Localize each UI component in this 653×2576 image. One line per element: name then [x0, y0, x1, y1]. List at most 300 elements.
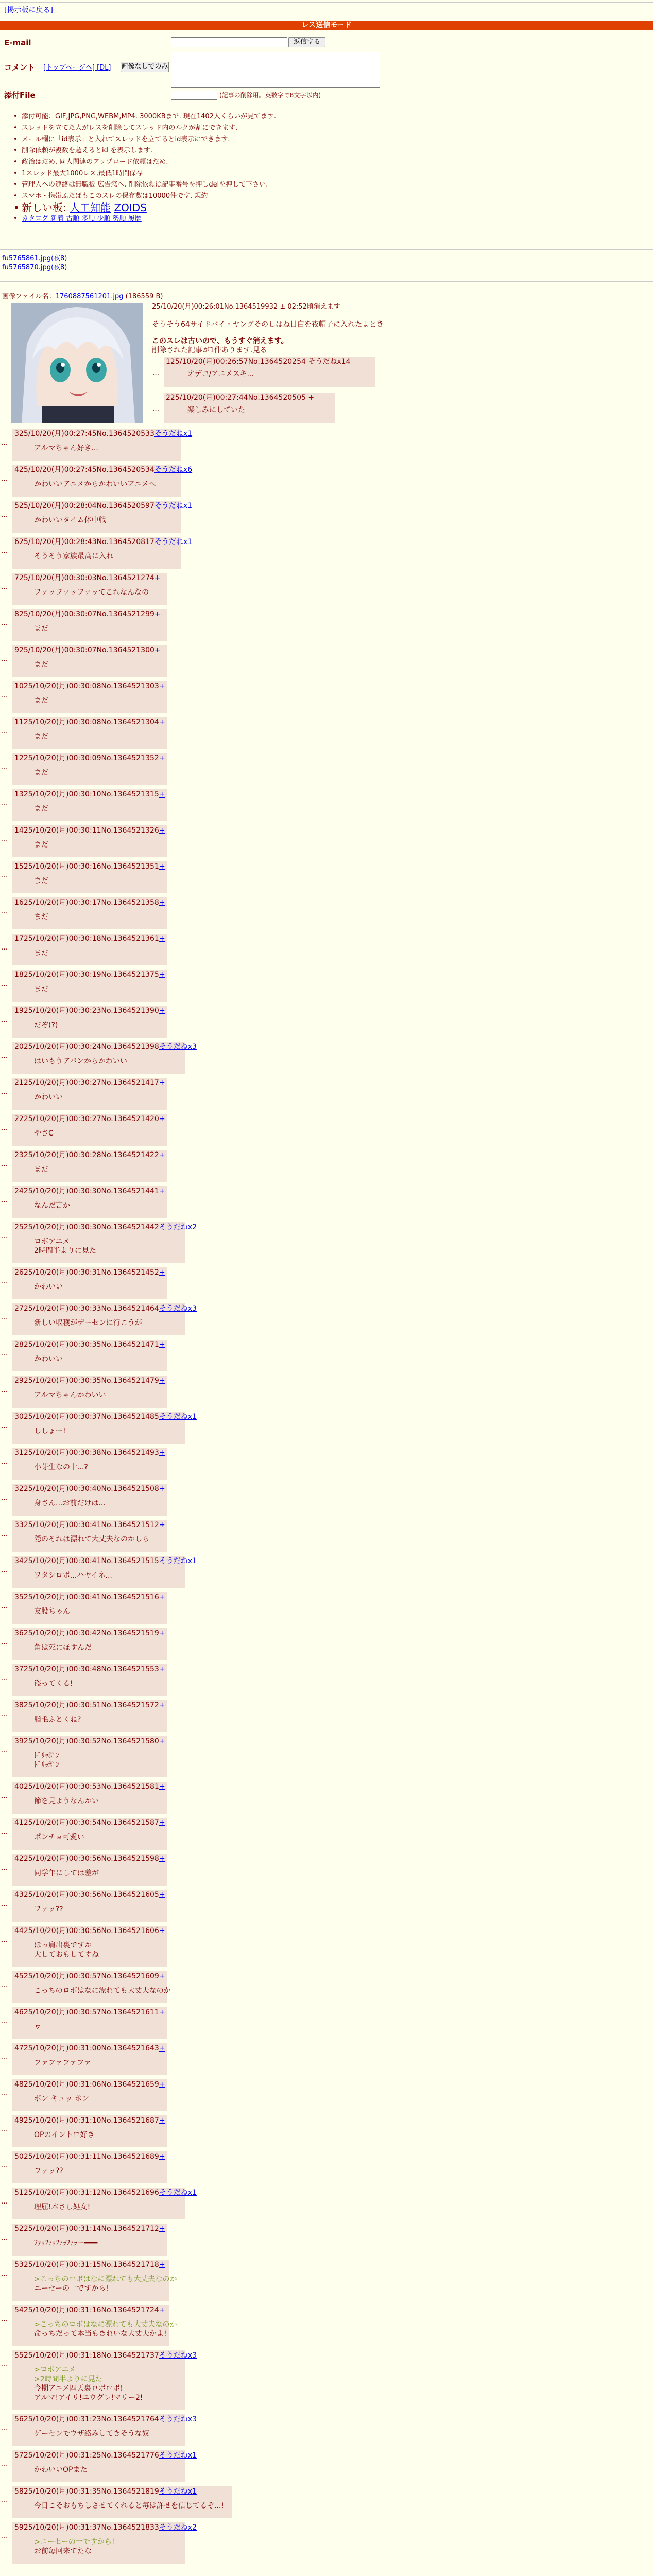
reply-indent-dots: … [1, 2018, 8, 2025]
reply-indent-dots: … [1, 1232, 8, 1240]
reply-body: ﾌｧｯﾌｧｯﾌｧｯﾌｧｯー━━━ [34, 2239, 98, 2247]
reply-body: かわいいタイム体中戦 [34, 516, 106, 524]
quote-line: >ニーセーの一ですから! [34, 2538, 115, 2546]
reply-post [12, 1150, 167, 1182]
reply-body: まだ [34, 877, 48, 885]
reply-post [12, 2079, 167, 2111]
reply-indent-dots: … [1, 1196, 8, 1204]
reply-header: 5125/10/20(月)00:31:12No.1364521696そうだねx1 [14, 2189, 197, 2197]
reply-header: 4225/10/20(月)00:30:56No.1364521598+ [14, 1855, 165, 1863]
reply-indent-dots: … [1, 1052, 8, 1060]
sodane-button[interactable]: + [159, 1665, 165, 1673]
sodane-button[interactable]: + [159, 1485, 165, 1493]
reply-header: 4625/10/20(月)00:30:57No.1364521611+ [14, 2008, 165, 2016]
reply-post [12, 1736, 167, 1777]
reply-header: 1925/10/20(月)00:30:23No.1364521390+ [14, 1007, 165, 1015]
reply-body: 大しておもしてすね [34, 1951, 99, 1959]
reply-indent-dots: … [1, 1530, 8, 1538]
reply-body: まだ [34, 733, 48, 741]
reply-header: 3525/10/20(月)00:30:41No.1364521516+ [14, 1593, 165, 1601]
reply-body: ポン キュッ ポン [34, 2095, 89, 2103]
sodane-button[interactable]: + [159, 1341, 165, 1349]
sodane-button[interactable]: + [159, 1927, 165, 1935]
reply-header: 3625/10/20(月)00:30:42No.1364521519+ [14, 1629, 165, 1637]
reply-header: 4725/10/20(月)00:31:00No.1364521643+ [14, 2044, 165, 2053]
delete-key-field[interactable] [171, 91, 217, 100]
sodane-button[interactable]: そうだねx3 [159, 2351, 197, 2360]
op-file-link[interactable]: 1760887561201.jpg [55, 293, 124, 300]
reply-body: ファファファファ [34, 2059, 91, 2067]
sodane-button[interactable]: そうだねx3 [159, 2415, 197, 2424]
reply-header: 2525/10/20(月)00:30:30No.1364521442そうだねx2 [14, 1223, 197, 1231]
sodane-button[interactable]: + [159, 1783, 165, 1791]
reply-post [12, 1267, 167, 1299]
voice-links[interactable]: [トップページへ] [DL] [43, 64, 111, 72]
catalog-links[interactable]: • カタログ 新着 古順 多順 少順 勢順 履歴 [22, 213, 276, 225]
sodane-button[interactable]: + [159, 2008, 165, 2016]
comment-label: コメント [4, 63, 36, 72]
reply-post [12, 2007, 167, 2039]
sodane-button[interactable]: + [159, 754, 165, 762]
reply-body: お前毎回来てたな [34, 2547, 92, 2555]
reply-header: 2325/10/20(月)00:30:28No.1364521422+ [14, 1151, 165, 1159]
reply-indent-dots: … [1, 1422, 8, 1430]
reply-header: 2125/10/20(月)00:30:27No.1364521417+ [14, 1079, 165, 1087]
sodane-button[interactable]: + [159, 1891, 165, 1899]
reply-header: 5325/10/20(月)00:31:15No.1364521718+ [14, 2261, 165, 2269]
reply-indent-dots: … [1, 439, 8, 447]
sodane-button[interactable]: そうだねx3 [159, 1304, 197, 1313]
send-button[interactable]: 返信する [288, 37, 325, 47]
reply-header[interactable]: 125/10/20(月)00:26:57No.1364520254 そうだねx14 [166, 358, 351, 366]
reply-header: 4525/10/20(月)00:30:57No.1364521609+ [14, 1972, 165, 1980]
sodane-button[interactable]: + [159, 790, 165, 799]
reply-indent-dots: … [1, 475, 8, 483]
reply-body: アルマちゃん好き... [34, 444, 98, 452]
reply-header: 4025/10/20(月)00:30:53No.1364521581+ [14, 1783, 165, 1791]
sodane-button[interactable]: そうだねx1 [159, 2189, 197, 2197]
reply-post [12, 1592, 167, 1624]
board-rules-list [22, 111, 276, 225]
reply-post [164, 357, 375, 387]
reply-header: 3325/10/20(月)00:30:41No.1364521512+ [14, 1521, 165, 1529]
sodane-button[interactable]: + [159, 826, 165, 835]
rule-item: • 1スレッド最大1000レス,最低1時間保存 [22, 168, 276, 179]
sodane-button[interactable]: + [159, 1701, 165, 1709]
rule-item: • メール欄に「id表示」と入れてスレッドを立てるとid表示にできます. [22, 134, 276, 145]
sodane-button[interactable]: + [159, 2261, 165, 2269]
sodane-button[interactable]: + [159, 2044, 165, 2053]
reply-body: アルマ!アイリ!ユウグレ!マリー2! [34, 2394, 143, 2402]
op-thumbnail[interactable] [11, 303, 143, 423]
reply-post [12, 2450, 197, 2482]
reply-post [12, 1186, 167, 1218]
reply-body: だぞ(?) [34, 1021, 58, 1029]
sodane-button[interactable]: + [159, 1007, 165, 1015]
sodane-button[interactable]: そうだねx6 [154, 466, 193, 474]
quote-line: >ロボアニメ [34, 2366, 76, 2374]
reply-indent-dots: … [1, 836, 8, 843]
reply-indent-dots: … [1, 1710, 8, 1718]
op-deleted-note: 削除された記事が1件あります.見る [152, 346, 267, 354]
sodane-button[interactable]: そうだねx3 [159, 1043, 197, 1051]
reply-body: まだ [34, 769, 48, 777]
sodane-button[interactable]: + [159, 935, 165, 943]
reply-indent-dots: … [1, 1864, 8, 1872]
text-only-button[interactable]: 画像なしでのみ [121, 62, 169, 72]
reply-header: 2825/10/20(月)00:30:35No.1364521471+ [14, 1341, 165, 1349]
reply-header: 2725/10/20(月)00:30:33No.1364521464そうだねx3 [14, 1304, 197, 1313]
reply-post [12, 501, 193, 533]
reply-header: 2625/10/20(月)00:30:31No.1364521452+ [14, 1268, 165, 1277]
reply-header: 1725/10/20(月)00:30:18No.1364521361+ [14, 935, 165, 943]
reply-body: ﾄﾞﾘｯﾎﾟﾝ [34, 1761, 59, 1769]
sodane-button[interactable]: + [159, 1819, 165, 1827]
comment-textarea[interactable] [171, 52, 380, 88]
reply-post [12, 2486, 232, 2518]
reply-indent-dots: … [1, 2533, 8, 2540]
reply-indent-dots: … [1, 944, 8, 952]
reply-header: 925/10/20(月)00:30:07No.1364521300+ [14, 646, 161, 654]
reply-post [12, 1222, 197, 1263]
reply-indent-dots: … [1, 1458, 8, 1466]
sodane-button[interactable]: + [159, 2080, 165, 2089]
reply-indent-dots: … [1, 1386, 8, 1394]
reply-post [12, 1448, 167, 1480]
reply-post [12, 609, 167, 641]
reply-post [12, 861, 167, 893]
email-label: E-mail [4, 38, 31, 47]
reply-post [12, 2188, 197, 2219]
reply-body: ゲーセンでウザ絡みしてきそうな奴 [34, 2430, 149, 2438]
reply-header: 4425/10/20(月)00:30:56No.1364521606+ [14, 1927, 165, 1935]
sodane-button[interactable]: そうだねx2 [159, 1223, 197, 1231]
reply-body: 楽しみにしていた [187, 406, 245, 414]
reply-indent-dots: … [1, 908, 8, 916]
reply-body: まだ [34, 985, 48, 993]
reply-post [12, 573, 167, 605]
reply-body: かわいい [34, 1093, 63, 1101]
reply-header: 1125/10/20(月)00:30:08No.1364521304+ [14, 718, 165, 726]
reply-body: ニーセーの一ですから! [34, 2284, 109, 2293]
sodane-button[interactable]: + [159, 1151, 165, 1159]
reply-body: 節を見ようなんかい [34, 1797, 99, 1805]
op-expire-warning: このスレは古いので、もうすぐ消えます。 [152, 337, 288, 345]
reply-indent-dots: … [1, 1747, 8, 1754]
reply-body: まだ [34, 1165, 48, 1174]
reply-post [12, 465, 193, 497]
reply-body: まだ [34, 913, 48, 921]
sodane-button[interactable]: + [159, 862, 165, 871]
reply-post [12, 1664, 167, 1696]
reply-indent-dots: … [1, 1638, 8, 1646]
reply-body: ﾄﾞﾘｯﾎﾟﾝ [34, 1752, 59, 1760]
reply-indent-dots: … [1, 1494, 8, 1502]
reply-indent-dots: … [1, 2090, 8, 2097]
op-meta: 25/10/20(月)00:26:01No.1364519932 ± 02:52頃消えます [152, 303, 340, 311]
reply-post [12, 1818, 167, 1850]
reply-post [12, 2224, 167, 2256]
reply-body: アルマちゃんかわいい [34, 1391, 106, 1399]
reply-indent-dots: … [1, 2425, 8, 2432]
reply-body: ししょー! [34, 1427, 66, 1435]
reply-indent-dots: … [1, 1350, 8, 1358]
reply-indent-dots: … [1, 2361, 8, 2368]
reply-header: 5225/10/20(月)00:31:14No.1364521712+ [14, 2225, 165, 2233]
sodane-button[interactable]: + [159, 2153, 165, 2161]
reply-header: 3725/10/20(月)00:30:48No.1364521553+ [14, 1665, 165, 1673]
reply-header: 5425/10/20(月)00:31:16No.1364521724+ [14, 2306, 165, 2314]
reply-body: まだ [34, 949, 48, 957]
reply-header: 3825/10/20(月)00:30:51No.1364521572+ [14, 1701, 165, 1709]
sodane-button[interactable]: そうだねx1 [159, 2487, 197, 2496]
reply-body: ファッファッファッてこれなんなの [34, 588, 149, 597]
reply-indent-dots: … [1, 583, 8, 591]
reply-indent-dots: … [1, 1124, 8, 1132]
sodane-button[interactable]: そうだねx1 [154, 502, 193, 510]
reply-header: 1225/10/20(月)00:30:09No.1364521352+ [14, 754, 165, 762]
reply-header: 5925/10/20(月)00:31:37No.1364521833そうだねx2 [14, 2523, 197, 2532]
reply-body: まだ [34, 624, 48, 633]
reply-header: 2425/10/20(月)00:30:30No.1364521441+ [14, 1187, 165, 1195]
reply-indent-dots: … [1, 1088, 8, 1096]
reply-body: なんだ言か [34, 1201, 70, 1210]
reply-post [12, 1006, 167, 1038]
sodane-button[interactable]: + [159, 1629, 165, 1637]
reply-body: ワタシロボ...ハヤイネ... [34, 1571, 112, 1580]
reply-indent-dots: … [1, 547, 8, 555]
reply-post [12, 897, 167, 929]
reply-post [164, 393, 335, 423]
reply-body: やさC [34, 1129, 54, 1138]
new-board-line: • 新しい板: 人工知能 ZOIDS [22, 202, 276, 213]
sodane-button[interactable]: + [159, 2306, 165, 2314]
reply-post [12, 1556, 197, 1588]
reply-header: 5525/10/20(月)00:31:18No.1364521737そうだねx3 [14, 2351, 197, 2360]
reply-header: 3125/10/20(月)00:30:38No.1364521493+ [14, 1449, 165, 1457]
reply-body: かわいい [34, 1283, 63, 1291]
sodane-button[interactable]: + [159, 1972, 165, 1980]
reply-post [12, 1520, 167, 1552]
separator [0, 281, 653, 282]
reply-header: 525/10/20(月)00:28:04No.1364520597そうだねx1 [14, 502, 193, 510]
reply-body: かわいいアニメからかわいいアニメへ [34, 480, 156, 488]
sodane-button[interactable]: + [159, 1521, 165, 1529]
rule-item: • 管理人への連絡は無職板 広告窓へ. 削除依頼は記事番号を押しdelを押して下さい. [22, 179, 276, 191]
reply-indent-dots: … [1, 980, 8, 988]
sodane-button[interactable]: + [159, 1737, 165, 1745]
reply-header: 4925/10/20(月)00:31:10No.1364521687+ [14, 2116, 165, 2125]
reply-indent-dots: … [1, 1674, 8, 1682]
reply-header: 1425/10/20(月)00:30:11No.1364521326+ [14, 826, 165, 835]
reply-indent-dots: … [1, 1792, 8, 1800]
reply-body: 同学年にしては差が [34, 1869, 99, 1877]
reply-header: 3925/10/20(月)00:30:52No.1364521580+ [14, 1737, 165, 1745]
reply-body: ロボアニメ [34, 1238, 70, 1246]
reply-post [12, 1484, 167, 1516]
reply-header: 5625/10/20(月)00:31:23No.1364521764そうだねx3 [14, 2415, 197, 2424]
reply-indent-dots: … [1, 1936, 8, 1944]
reply-post [12, 2260, 177, 2301]
reply-body: ファッ?? [34, 1905, 63, 1913]
sodane-button[interactable]: そうだねx1 [154, 430, 193, 438]
new-board-link-2[interactable]: ZOIDS [114, 201, 147, 214]
sodane-button[interactable]: そうだねx1 [159, 1557, 197, 1565]
reply-header: 5825/10/20(月)00:31:35No.1364521819そうだねx1 [14, 2487, 197, 2496]
reply-header: 825/10/20(月)00:30:07No.1364521299+ [14, 610, 161, 618]
reply-post [12, 1890, 167, 1922]
reply-indent-dots: … [1, 619, 8, 627]
reply-body: 今期アニメ四天裏ロボロボ! [34, 2384, 123, 2393]
reply-post [12, 1700, 167, 1732]
back-to-board-link[interactable]: [掲示板に戻る] [4, 6, 53, 14]
reply-indent-dots: … [1, 764, 8, 771]
reply-post [12, 1854, 167, 1886]
reply-body: はいもうアバンからかわいい [34, 1057, 127, 1065]
quote-line: >2時間半よりに見た [34, 2375, 102, 2383]
reply-post [12, 2305, 177, 2346]
sodane-button[interactable]: + [159, 1449, 165, 1457]
sodane-button[interactable]: + [159, 1187, 165, 1195]
reply-indent-dots: … [1, 691, 8, 699]
reply-body: まだ [34, 841, 48, 849]
reply-indent-dots: … [1, 1900, 8, 1908]
reply-post [12, 2151, 167, 2183]
sodane-button[interactable]: + [159, 1855, 165, 1863]
reply-indent-dots: … [1, 2315, 8, 2323]
reply-header: 725/10/20(月)00:30:03No.1364521274+ [14, 574, 161, 582]
top-rule [0, 2, 653, 3]
file-link[interactable]: fu5765870.jpg(夜8) [2, 264, 67, 272]
sodane-button[interactable]: + [159, 899, 165, 907]
reply-post [12, 1340, 167, 1371]
reply-header: 4825/10/20(月)00:31:06No.1364521659+ [14, 2080, 165, 2089]
reply-body: 盗ってくる! [34, 1680, 73, 1688]
reply-body: かわいい [34, 1355, 63, 1363]
reply-body: まだ [34, 805, 48, 813]
sodane-button[interactable]: + [159, 1115, 165, 1123]
sodane-button[interactable]: そうだねx1 [159, 2451, 197, 2460]
reply-indent-dots: … [1, 800, 8, 807]
reply-indent-dots: … [1, 511, 8, 519]
reply-header: 2925/10/20(月)00:30:35No.1364521479+ [14, 1377, 165, 1385]
sodane-button[interactable]: そうだねx1 [154, 538, 193, 546]
reply-header: 5725/10/20(月)00:31:25No.1364521776そうだねx1 [14, 2451, 197, 2460]
reply-body: 新しい収穫がデーセンに行こうが [34, 1319, 142, 1327]
reply-post [12, 1042, 197, 1074]
reply-indent-dots: … [1, 1314, 8, 1321]
reply-indent-dots: … [1, 1160, 8, 1168]
reply-post [12, 681, 167, 713]
sodane-button[interactable]: そうだねx2 [159, 2523, 197, 2532]
reply-post [12, 717, 167, 749]
reply-post [12, 645, 167, 677]
sodane-button[interactable]: + [159, 1593, 165, 1601]
sodane-button[interactable]: + [159, 1079, 165, 1087]
reply-indent-dots: … [1, 2162, 8, 2170]
delete-key-label: 添付File [4, 91, 36, 100]
sodane-button[interactable]: + [159, 718, 165, 726]
reply-header: 425/10/20(月)00:27:45No.1364520534そうだねx6 [14, 466, 193, 474]
sodane-button[interactable]: + [159, 2225, 165, 2233]
reply-body: こっちのロボはなに漂れても大丈夫なのか [34, 1987, 171, 1995]
reply-header: 1625/10/20(月)00:30:17No.1364521358+ [14, 899, 165, 907]
reply-header: 625/10/20(月)00:28:43No.1364520817そうだねx1 [14, 538, 193, 546]
reply-post [12, 2115, 167, 2147]
sodane-button[interactable]: + [154, 574, 161, 582]
reply-header: 1025/10/20(月)00:30:08No.1364521303+ [14, 682, 165, 690]
reply-post [12, 1114, 167, 1146]
reply-header: 2225/10/20(月)00:30:27No.1364521420+ [14, 1115, 165, 1123]
reply-body: 脂毛ふとくね? [34, 1716, 81, 1724]
reply-body: そうそう家族最高に入れ [34, 552, 113, 561]
op-body-line: そうそう64サイドバイ・ヤングそのしはね目白を夜帽子に入れたよとき [152, 320, 384, 329]
reply-body: OPのイントロ好き [34, 2131, 95, 2139]
reply-header: 1825/10/20(月)00:30:19No.1364521375+ [14, 971, 165, 979]
reply-post [12, 934, 167, 965]
reply-indent-dots: … [1, 1828, 8, 1836]
reply-header: 2025/10/20(月)00:30:24No.1364521398そうだねx3 [14, 1043, 197, 1051]
reply-header: 1325/10/20(月)00:30:10No.1364521315+ [14, 790, 165, 799]
reply-body: まだ [34, 660, 48, 669]
file-link[interactable]: fu5765861.jpg(夜8) [2, 255, 67, 262]
reply-post [12, 1628, 167, 1660]
sodane-button[interactable]: + [159, 1268, 165, 1277]
sodane-button[interactable]: + [159, 971, 165, 979]
sodane-button[interactable]: + [154, 646, 161, 654]
email-field[interactable] [171, 37, 287, 47]
reply-body: 今日こそおもちしさせてくれると毎は許せを信じてるぞ...! [34, 2502, 224, 2510]
reply-header: 325/10/20(月)00:27:45No.1364520533そうだねx1 [14, 430, 193, 438]
reply-body: ポンチョ可愛い [34, 1833, 84, 1841]
new-board-link[interactable]: 人工知能 [70, 201, 111, 214]
quote-line: >こっちのロボはなに漂れても大丈夫なのか [34, 2275, 177, 2283]
rule-item: • スレッドを立てた人がレスを削除してスレッド内のルクが割にできます. [22, 123, 276, 134]
reply-indent-dots: … [1, 1602, 8, 1610]
sodane-button[interactable]: + [159, 2116, 165, 2125]
reply-header: 3425/10/20(月)00:30:41No.1364521515そうだねx1 [14, 1557, 197, 1565]
reply-header[interactable]: 225/10/20(月)00:27:44No.1364520505 + [166, 394, 315, 402]
reply-indent-dots: … [1, 1278, 8, 1285]
quote-line: >こっちのロボはなに漂れても大丈夫なのか [34, 2320, 177, 2329]
reply-post [12, 2522, 197, 2564]
reply-body: ファッ?? [34, 2167, 63, 2175]
reply-post [12, 2414, 197, 2446]
reply-indent-dots: … [1, 2234, 8, 2242]
reply-body: 友股ちゃん [34, 1607, 70, 1616]
reply-body: 小芽生なの十...? [34, 1463, 88, 1471]
reply-post [12, 970, 167, 1002]
reply-body: 命っちだって本当もきれいな大丈夫かよ! [34, 2330, 167, 2338]
reply-body: オデコ/アニメスキ... [187, 370, 254, 378]
reply-body: かわいいOPまた [34, 2466, 88, 2474]
reply-body: ヮ [34, 2023, 41, 2031]
anime-girl-image [11, 303, 143, 423]
reply-header: 3225/10/20(月)00:30:40No.1364521508+ [14, 1485, 165, 1493]
reply-indent-dots: … [1, 2054, 8, 2061]
reply-post [12, 1376, 167, 1408]
reply-header: 3025/10/20(月)00:30:37No.1364521485そうだねx1 [14, 1413, 197, 1421]
rule-item: • 削除依頼が複数を超えるとid を表示します. [22, 145, 276, 157]
reply-indent-dots: … [1, 872, 8, 879]
sodane-button[interactable]: そうだねx1 [159, 1413, 197, 1421]
sodane-button[interactable]: + [159, 1377, 165, 1385]
sodane-button[interactable]: + [159, 682, 165, 690]
reply-indent-dots: … [1, 655, 8, 663]
delete-key-note: (記事の削除用。英数字で8文字以内) [219, 92, 321, 99]
sodane-button[interactable]: + [154, 610, 161, 618]
reply-post [12, 1412, 197, 1444]
